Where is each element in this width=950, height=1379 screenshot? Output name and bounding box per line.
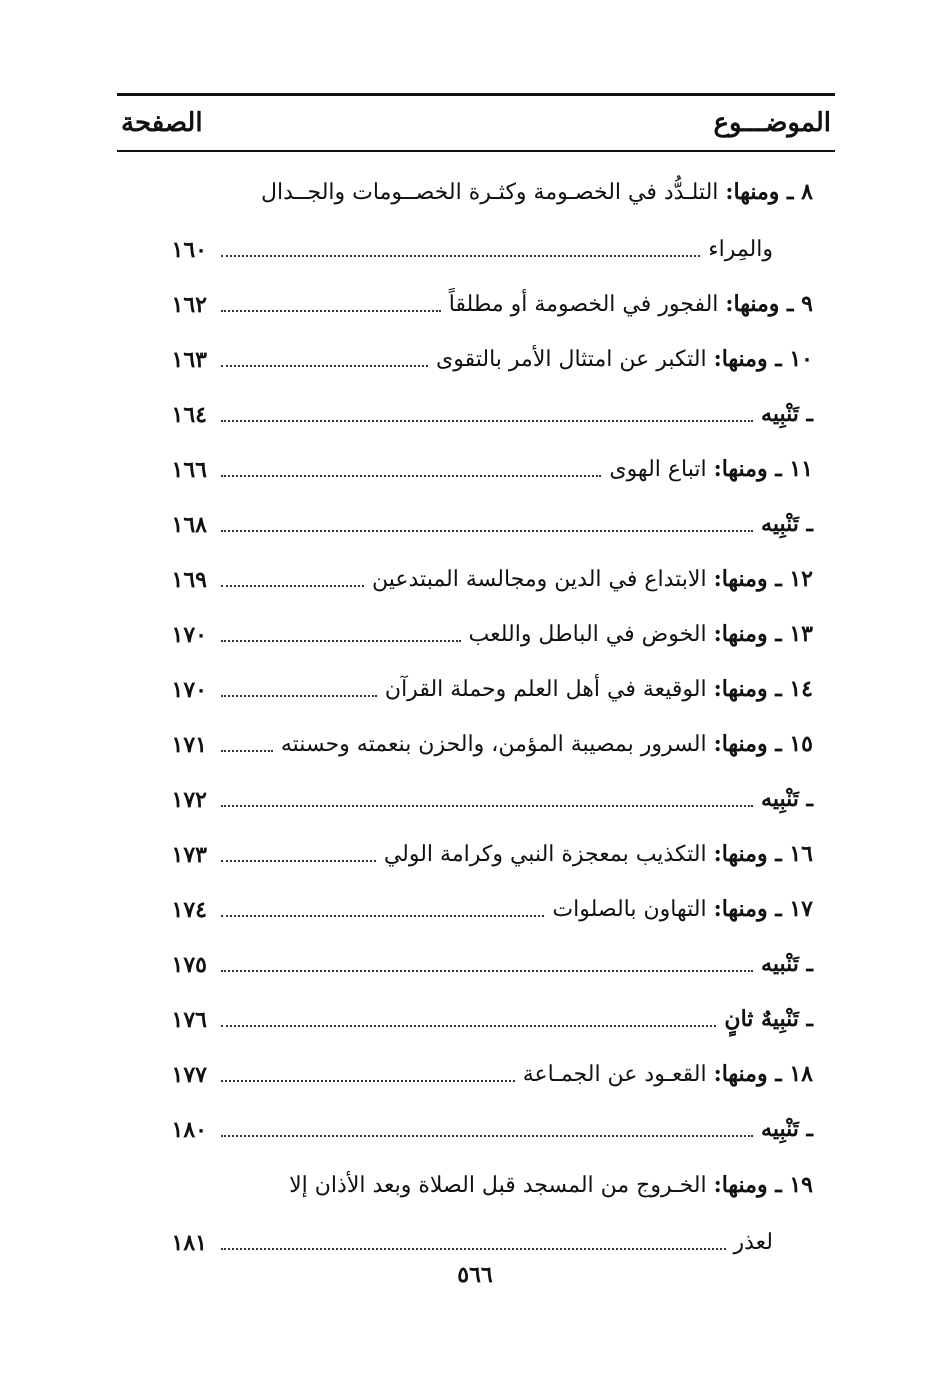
toc-entry-text: [207, 676, 835, 711]
toc-entry-page: ١٦٦: [171, 457, 207, 483]
toc-entry-page: ١٦٢: [171, 292, 207, 318]
toc-entry-text: [207, 1006, 835, 1041]
toc-entry-text: [207, 896, 835, 931]
toc-entry-label: ١٨ ـ ومنها: القعـود عن الجمـاعة: [522, 1060, 813, 1087]
toc-entry-text: [207, 237, 835, 271]
toc-entry-text: [207, 1172, 835, 1209]
toc-entry: [117, 1096, 835, 1151]
toc-entry-page: [117, 1201, 207, 1209]
toc-entry: [117, 271, 835, 326]
toc-entry-page: [117, 208, 207, 216]
toc-entry-text: [207, 951, 835, 986]
toc-entry: [117, 1041, 835, 1096]
toc-entry: [117, 158, 835, 216]
toc-entry-page: ١٧٥: [171, 952, 207, 978]
toc-entry-label: ١١ ـ ومنها: اتباع الهوى: [609, 455, 813, 482]
toc-entry-label: ١٩ ـ ومنها: الخـروج من المسجد قبل الصلاة وبعد الأذان إلا: [289, 1171, 813, 1198]
toc-entry: [117, 931, 835, 986]
toc-entry-page: ١٧٧: [171, 1062, 207, 1088]
dot-leader: [221, 585, 364, 587]
toc-entry-page: ١٦٣: [171, 347, 207, 373]
page-column-heading: الصفحة: [121, 108, 203, 138]
toc-entry: [117, 326, 835, 381]
toc-entry-label: ٩ ـ ومنها: الفجور في الخصومة أو مطلقاً: [448, 290, 813, 317]
toc-entry-page: ١٦٩: [171, 567, 207, 593]
page-number: ٥٦٦: [457, 1262, 493, 1288]
toc-entry-page: ١٦٨: [171, 512, 207, 538]
toc-entry-text: [207, 401, 835, 436]
toc-entry: [117, 601, 835, 656]
toc-entry-text: [207, 841, 835, 876]
toc-entry: [117, 876, 835, 931]
dot-leader: [221, 750, 273, 752]
dot-leader: [221, 420, 753, 422]
toc-entry-text: [207, 456, 835, 491]
toc-entry-text: [207, 346, 835, 381]
toc-entry-label: ـ تَنْبِيهٌ ثانٍ: [724, 1005, 813, 1032]
table-of-contents: [117, 93, 835, 1264]
toc-entry-page: ١٧٦: [171, 1007, 207, 1033]
dot-leader: [221, 475, 601, 477]
toc-entry: [117, 1151, 835, 1209]
toc-entry-label: ـ تَنْبِيه: [761, 785, 813, 812]
toc-entry: [117, 436, 835, 491]
toc-entry-text: [207, 621, 835, 656]
dot-leader: [221, 860, 376, 862]
toc-entry: [117, 1209, 835, 1264]
toc-entry-page: ١٨٠: [171, 1117, 207, 1143]
toc-entry-page: ١٧٠: [171, 677, 207, 703]
toc-entry: [117, 711, 835, 766]
dot-leader: [221, 1135, 753, 1137]
toc-entry-label: ١٥ ـ ومنها: السرور بمصيبة المؤمن، والحزن بنعمته وحسنته: [280, 730, 813, 757]
toc-entry-page: ١٨١: [171, 1230, 207, 1256]
toc-entry-page: ١٧٢: [171, 787, 207, 813]
toc-entry-page: ١٧٠: [171, 622, 207, 648]
dot-leader: [221, 915, 544, 917]
toc-entries: [117, 158, 835, 1264]
toc-entry-text: [207, 291, 835, 326]
toc-entry: [117, 766, 835, 821]
dot-leader: [221, 255, 700, 257]
toc-entry: [117, 546, 835, 601]
toc-entry-page: ١٧١: [171, 732, 207, 758]
toc-entry-text: [207, 786, 835, 821]
toc-entry-label: لعذر: [733, 1229, 773, 1255]
toc-entry-label: ـ تَنْبيه: [761, 950, 813, 977]
dot-leader: [221, 365, 428, 367]
toc-entry-text: [207, 566, 835, 601]
toc-entry-label: والمِراء: [708, 236, 773, 262]
topic-column-heading: الموضـــوع: [713, 108, 831, 138]
dot-leader: [221, 695, 377, 697]
toc-entry-page: ١٦٤: [171, 402, 207, 428]
toc-entry-label: ٨ ـ ومنها: التلـدُّد في الخصـومة وكثـرة الخصــومات والجــدال: [260, 178, 813, 205]
header-bottom-rule: [117, 150, 835, 152]
toc-entry: [117, 491, 835, 546]
toc-entry-text: [207, 1116, 835, 1151]
toc-entry: [117, 216, 835, 271]
toc-entry-text: [207, 1061, 835, 1096]
toc-entry: [117, 381, 835, 436]
toc-entry-page: ١٧٣: [171, 842, 207, 868]
toc-entry-label: ـ تَنْبِيه: [761, 510, 813, 537]
toc-entry-label: ١٦ ـ ومنها: التكذيب بمعجزة النبي وكرامة الولي: [383, 840, 813, 867]
dot-leader: [221, 1080, 515, 1082]
toc-entry-label: ـ تَنْبِيه: [761, 1115, 813, 1142]
toc-entry-label: ١٠ ـ ومنها: التكبر عن امتثال الأمر بالتقوى: [436, 345, 813, 372]
toc-entry-page: ١٧٤: [171, 897, 207, 923]
dot-leader: [221, 1025, 716, 1027]
toc-entry-text: [207, 1230, 835, 1264]
toc-entry-text: [207, 731, 835, 766]
toc-entry-label: ـ تَنْبِيه: [761, 400, 813, 427]
toc-entry: [117, 986, 835, 1041]
dot-leader: [221, 805, 753, 807]
toc-entry-page: ١٦٠: [171, 237, 207, 263]
dot-leader: [221, 640, 461, 642]
toc-entry-text: [207, 179, 835, 216]
dot-leader: [221, 530, 753, 532]
toc-header: [117, 96, 835, 150]
toc-entry-label: ١٧ ـ ومنها: التهاون بالصلوات: [552, 895, 813, 922]
toc-entry: [117, 656, 835, 711]
toc-entry-label: ١٣ ـ ومنها: الخوض في الباطل واللعب: [468, 620, 813, 647]
dot-leader: [221, 310, 441, 312]
dot-leader: [221, 1248, 726, 1250]
toc-entry-text: [207, 511, 835, 546]
toc-entry-label: ١٤ ـ ومنها: الوقيعة في أهل العلم وحملة القرآن: [384, 675, 813, 702]
toc-entry: [117, 821, 835, 876]
dot-leader: [221, 970, 753, 972]
toc-entry-label: ١٢ ـ ومنها: الابتداع في الدين ومجالسة المبتدعين: [372, 565, 813, 592]
